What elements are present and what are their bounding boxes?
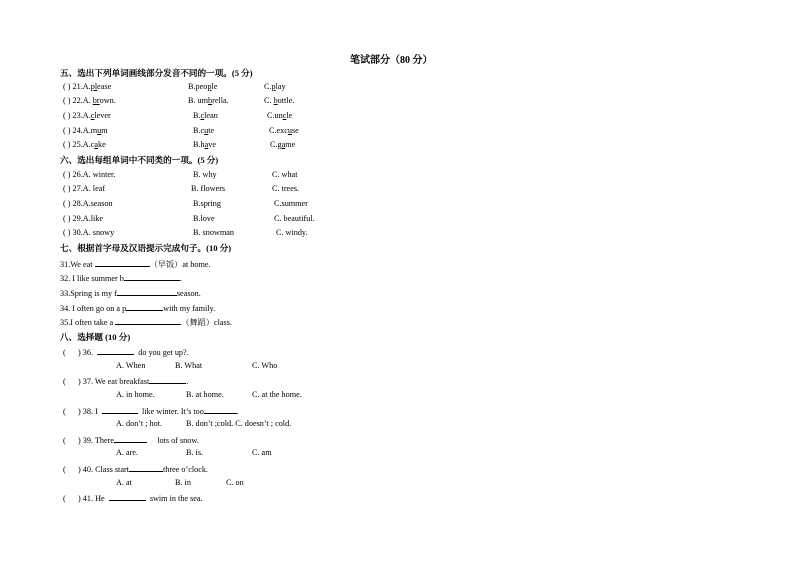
option-b: B.have bbox=[193, 140, 216, 149]
option-c: C. what bbox=[272, 170, 298, 179]
option-c: C.excuse bbox=[269, 126, 299, 135]
option-c: C. bottle. bbox=[264, 96, 295, 105]
question-34: 34. I often go on a p with my family. bbox=[60, 304, 216, 313]
option-b: B.people bbox=[188, 82, 218, 91]
question-30: ( ) 30.A. snowy bbox=[63, 228, 115, 237]
question-29: ( ) 29.A.like bbox=[63, 214, 104, 223]
answer-blank bbox=[109, 492, 146, 501]
option-c: C. beautiful. bbox=[274, 214, 315, 223]
option-c: C.game bbox=[270, 140, 296, 149]
option-c: C. on bbox=[226, 478, 244, 487]
answer-blank bbox=[204, 405, 237, 414]
question-31: 31.We eat （早饭）at home. bbox=[60, 260, 211, 269]
question-33: 33.Spring is my f season. bbox=[60, 289, 201, 298]
question-24: ( ) 24.A.mum bbox=[63, 126, 108, 135]
section-8-heading: 八、选择题 (10 分) bbox=[60, 332, 131, 342]
answer-blank bbox=[97, 346, 134, 355]
answer-paren: ( ) bbox=[63, 126, 71, 135]
option-c: C.summer bbox=[274, 199, 308, 208]
option-a: A. in home. bbox=[116, 390, 155, 399]
option-b: B.spring bbox=[193, 199, 221, 208]
question-35: 35.I often take a （舞蹈）class. bbox=[60, 318, 232, 327]
answer-blank bbox=[102, 405, 138, 414]
answer-blank bbox=[117, 287, 177, 296]
answer-paren: ( ) bbox=[63, 82, 71, 91]
page-title: 笔试部分（80 分） bbox=[350, 55, 433, 66]
option-b: B.clean bbox=[193, 111, 218, 120]
answer-paren: ( ) bbox=[63, 140, 71, 149]
option-c: C.uncle bbox=[267, 111, 293, 120]
question-26: ( ) 26.A. winter. bbox=[63, 170, 116, 179]
option-a: A. don’t ; hot. bbox=[116, 419, 163, 428]
option-b: B. at home. bbox=[186, 390, 224, 399]
option-c: C. trees. bbox=[272, 184, 300, 193]
option-b: B. What bbox=[175, 361, 203, 370]
option-b: B. why bbox=[193, 170, 217, 179]
option-a: A. are. bbox=[116, 448, 139, 457]
option-c: C. am bbox=[252, 448, 272, 457]
answer-blank bbox=[115, 316, 181, 325]
answer-blank bbox=[95, 258, 150, 267]
answer-blank bbox=[114, 434, 147, 443]
option-b: B.cute bbox=[193, 126, 215, 135]
answer-blank bbox=[124, 272, 180, 281]
option-c: C. Who bbox=[252, 361, 278, 370]
section-7-heading: 七、根据首字母及汉语提示完成句子。(10 分) bbox=[60, 243, 232, 253]
answer-blank bbox=[126, 302, 163, 311]
answer-blank bbox=[149, 375, 186, 384]
option-b: B. in bbox=[175, 478, 191, 487]
answer-paren: ( ) bbox=[63, 111, 71, 120]
option-c: C.play bbox=[264, 82, 286, 91]
question-22: ( ) 22.A. brown. bbox=[63, 96, 116, 105]
question-39: ( ) 39. There lots of snow. bbox=[63, 436, 199, 445]
answer-paren: ( ) bbox=[63, 96, 71, 105]
question-23: ( ) 23.A.clever bbox=[63, 111, 111, 120]
section-5-heading: 五、选出下列单词画线部分发音不同的一项。(5 分) bbox=[60, 68, 253, 78]
option-a: A. When bbox=[116, 361, 146, 370]
option-b: B.love bbox=[193, 214, 215, 223]
question-21: ( ) 21.A.please bbox=[63, 82, 112, 91]
option-a: A. at bbox=[116, 478, 132, 487]
answer-blank bbox=[129, 463, 163, 472]
option-b: B. is. bbox=[186, 448, 204, 457]
question-28: ( ) 28.A.season bbox=[63, 199, 113, 208]
question-25: ( ) 25.A.cake bbox=[63, 140, 106, 149]
question-41: ( ) 41. He swim in the sea. bbox=[63, 494, 203, 503]
option-b: B. umbrella. bbox=[188, 96, 229, 105]
question-32: 32. I like summer b . bbox=[60, 274, 182, 283]
option-c: C. at the home. bbox=[252, 390, 302, 399]
question-40: ( ) 40. Class start three o’clock. bbox=[63, 465, 208, 474]
option-b: B. snowman bbox=[193, 228, 234, 237]
question-38: ( ) 38. I like winter. It’s too . bbox=[63, 407, 239, 416]
option-b: B. flowers bbox=[191, 184, 226, 193]
option-c: C. windy. bbox=[276, 228, 308, 237]
option-b: B. don’t ;cold. C. doesn’t ; cold. bbox=[186, 419, 292, 428]
section-6-heading: 六、选出每组单词中不同类的一项。(5 分) bbox=[60, 155, 219, 165]
question-27: ( ) 27.A. leaf bbox=[63, 184, 106, 193]
question-36: ( ) 36. do you get up?. bbox=[63, 348, 189, 357]
question-37: ( ) 37. We eat breakfast . bbox=[63, 377, 189, 386]
